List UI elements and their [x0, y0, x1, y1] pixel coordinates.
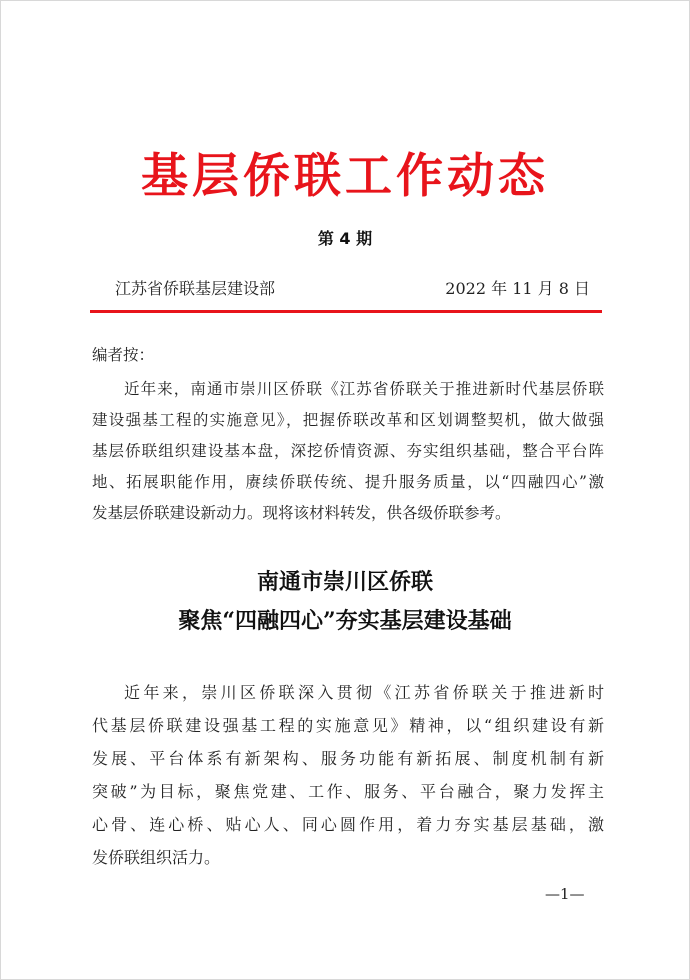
- body-line: 发侨联组织活力。: [92, 848, 221, 867]
- issue-number: 第 4 期: [317, 229, 373, 248]
- body-line: 代基层侨联建设强基工程的实施意见》精神，以“组织建设有新: [92, 716, 604, 735]
- editor-note-line: 发基层侨联建设新动力。现将该材料转发，供各级侨联参考。: [92, 504, 511, 522]
- body-line: 发展、平台体系有新架构、服务功能有新拓展、制度机制有新: [92, 749, 604, 768]
- article-title-line-2: 聚焦“四融四心”夯实基层建设基础: [178, 608, 512, 634]
- body-line: 近年来，崇川区侨联深入贯彻《江苏省侨联关于推进新时: [124, 683, 604, 702]
- editor-note-paragraph: [92, 374, 604, 529]
- editor-note-line: 建设强基工程的实施意见》，把握侨联改革和区划调整契机，做大做强: [92, 411, 604, 429]
- issue-date: 2022 年 11 月 8 日: [445, 279, 590, 298]
- editor-note-line: 地、拓展职能作用，赓续侨联传统、提升服务质量，以“四融四心”激: [92, 473, 604, 491]
- editor-note-line: 基层侨联组织建设基本盘，深挖侨情资源、夯实组织基础，整合平台阵: [92, 442, 604, 460]
- article-body-paragraph: [92, 676, 604, 874]
- body-line: 心骨、连心桥、贴心人、同心圆作用，着力夯实基层基础，激: [92, 815, 604, 834]
- page-number: —1—: [545, 885, 585, 903]
- red-divider-line: [90, 310, 602, 313]
- editor-note-label: 编者按：: [92, 346, 155, 364]
- article-title-line-1: 南通市崇川区侨联: [256, 569, 433, 595]
- masthead-title: 基层侨联工作动态: [141, 149, 549, 204]
- editor-note-line: 近年来，南通市崇川区侨联《江苏省侨联关于推进新时代基层侨联: [124, 380, 604, 398]
- issuing-department: 江苏省侨联基层建设部: [115, 279, 276, 298]
- body-line: 突破”为目标，聚焦党建、工作、服务、平台融合，聚力发挥主: [92, 782, 604, 801]
